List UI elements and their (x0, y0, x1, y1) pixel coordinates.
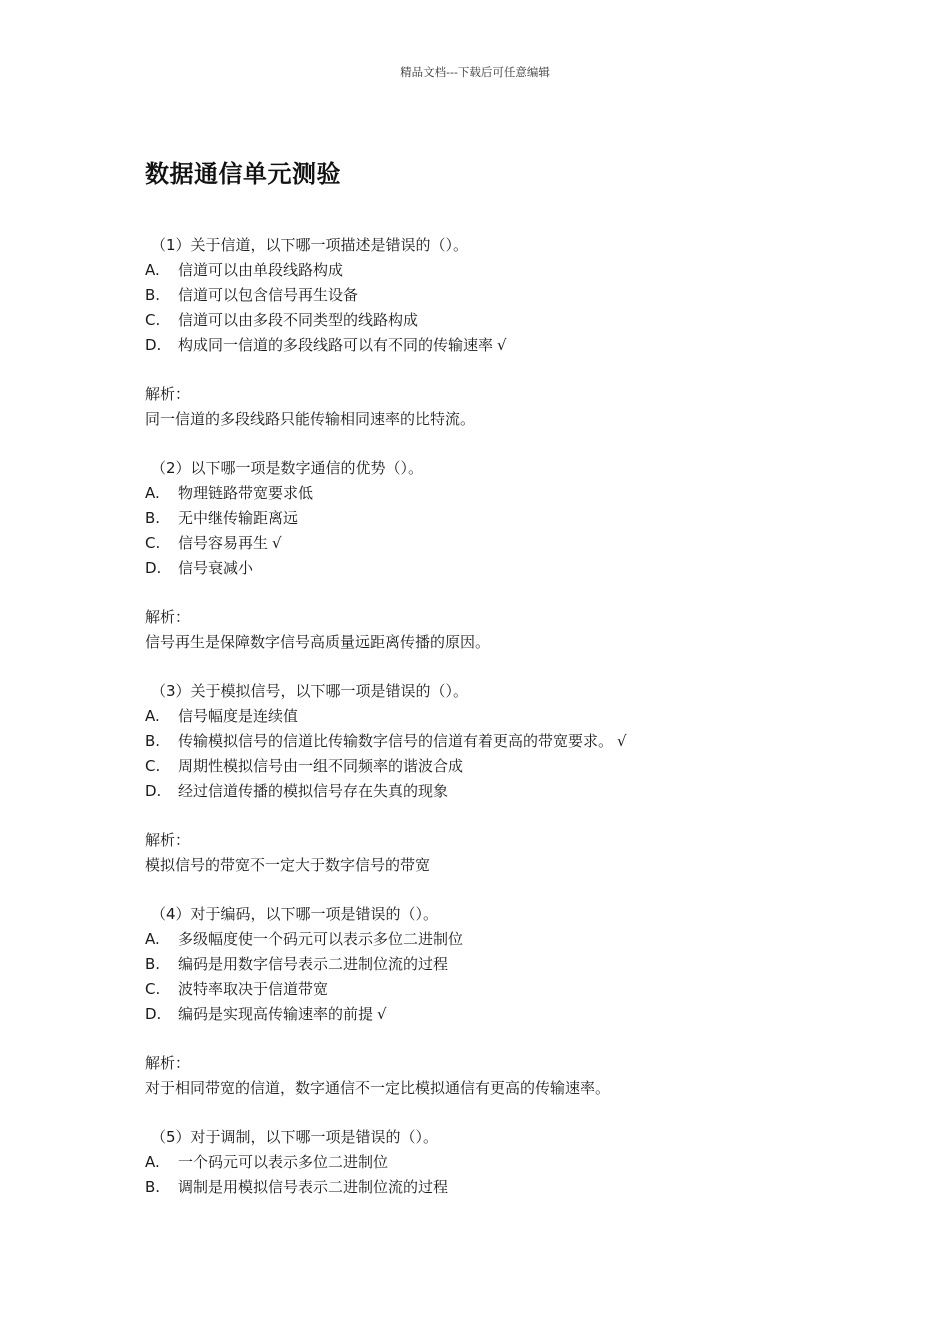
option-letter: C. (145, 757, 161, 775)
option-text: 传输模拟信号的信道比传输数字信号的信道有着更高的带宽要求。 (178, 732, 614, 750)
option-a (145, 927, 865, 952)
option-b (145, 506, 865, 531)
option-text: 编码是实现高传输速率的前提 (178, 1005, 374, 1023)
document-title: 数据通信单元测验 (145, 160, 341, 188)
option-text: 物理链路带宽要求低 (178, 484, 314, 502)
option-d (145, 333, 865, 358)
option-letter: B. (145, 509, 161, 527)
option-text: 周期性模拟信号由一组不同频率的谐波合成 (178, 757, 464, 775)
option-d (145, 556, 865, 581)
option-text: 信号衰减小 (178, 559, 254, 577)
check-mark-icon: √ (617, 732, 627, 750)
option-c (145, 754, 865, 779)
option-text: 编码是用数字信号表示二进制位流的过程 (178, 955, 449, 973)
question-stem: （3）关于模拟信号，以下哪一项是错误的（）。 (151, 682, 469, 700)
option-letter: B. (145, 732, 161, 750)
option-letter: B. (145, 955, 161, 973)
option-letter: A. (145, 261, 160, 279)
option-text: 信号容易再生 (178, 534, 269, 552)
option-text: 信道可以由单段线路构成 (178, 261, 344, 279)
option-letter: D. (145, 1005, 162, 1023)
analysis-label: 解析： (145, 385, 191, 403)
option-letter: B. (145, 286, 161, 304)
option-text: 多级幅度使一个码元可以表示多位二进制位 (178, 930, 464, 948)
option-letter: C. (145, 534, 161, 552)
analysis-label: 解析： (145, 1054, 191, 1072)
question-5 (145, 1125, 865, 1200)
option-letter: D. (145, 782, 162, 800)
option-d (145, 1002, 865, 1027)
question-stem: （2）以下哪一项是数字通信的优势（）。 (151, 459, 424, 477)
option-text: 信号幅度是连续值 (178, 707, 299, 725)
option-letter: D. (145, 559, 162, 577)
option-text: 构成同一信道的多段线路可以有不同的传输速率 (178, 336, 494, 354)
option-letter: A. (145, 930, 160, 948)
option-b (145, 952, 865, 977)
page-header: 精品文档---下载后可任意编辑 (400, 65, 550, 79)
option-text: 调制是用模拟信号表示二进制位流的过程 (178, 1178, 449, 1196)
question-1 (145, 233, 865, 456)
option-text: 信道可以包含信号再生设备 (178, 286, 359, 304)
option-letter: A. (145, 1153, 160, 1171)
option-c (145, 977, 865, 1002)
option-text: 波特率取决于信道带宽 (178, 980, 329, 998)
option-b (145, 729, 865, 754)
question-stem: （1）关于信道，以下哪一项描述是错误的（）。 (151, 236, 469, 254)
analysis-text: 对于相同带宽的信道，数字通信不一定比模拟通信有更高的传输速率。 (145, 1079, 611, 1097)
option-a (145, 704, 865, 729)
check-mark-icon: √ (272, 534, 282, 552)
quiz-content (145, 233, 865, 1200)
question-stem: （4）对于编码，以下哪一项是错误的（）。 (151, 905, 439, 923)
option-letter: D. (145, 336, 162, 354)
option-c (145, 531, 865, 556)
check-mark-icon: √ (377, 1005, 387, 1023)
option-d (145, 779, 865, 804)
option-b (145, 283, 865, 308)
option-letter: C. (145, 311, 161, 329)
option-letter: B. (145, 1178, 161, 1196)
option-text: 无中继传输距离远 (178, 509, 299, 527)
analysis-label: 解析： (145, 831, 191, 849)
option-letter: A. (145, 484, 160, 502)
option-text: 信道可以由多段不同类型的线路构成 (178, 311, 419, 329)
question-2 (145, 456, 865, 679)
option-b (145, 1175, 865, 1200)
question-stem: （5）对于调制，以下哪一项是错误的（）。 (151, 1128, 439, 1146)
analysis-label: 解析： (145, 608, 191, 626)
option-c (145, 308, 865, 333)
option-a (145, 258, 865, 283)
question-4 (145, 902, 865, 1125)
option-a (145, 1150, 865, 1175)
option-text: 经过信道传播的模拟信号存在失真的现象 (178, 782, 449, 800)
option-letter: C. (145, 980, 161, 998)
analysis-text: 信号再生是保障数字信号高质量远距离传播的原因。 (145, 633, 491, 651)
check-mark-icon: √ (497, 336, 507, 354)
analysis-text: 模拟信号的带宽不一定大于数字信号的带宽 (145, 856, 431, 874)
question-3 (145, 679, 865, 902)
option-letter: A. (145, 707, 160, 725)
option-text: 一个码元可以表示多位二进制位 (178, 1153, 389, 1171)
option-a (145, 481, 865, 506)
analysis-text: 同一信道的多段线路只能传输相同速率的比特流。 (145, 410, 476, 428)
